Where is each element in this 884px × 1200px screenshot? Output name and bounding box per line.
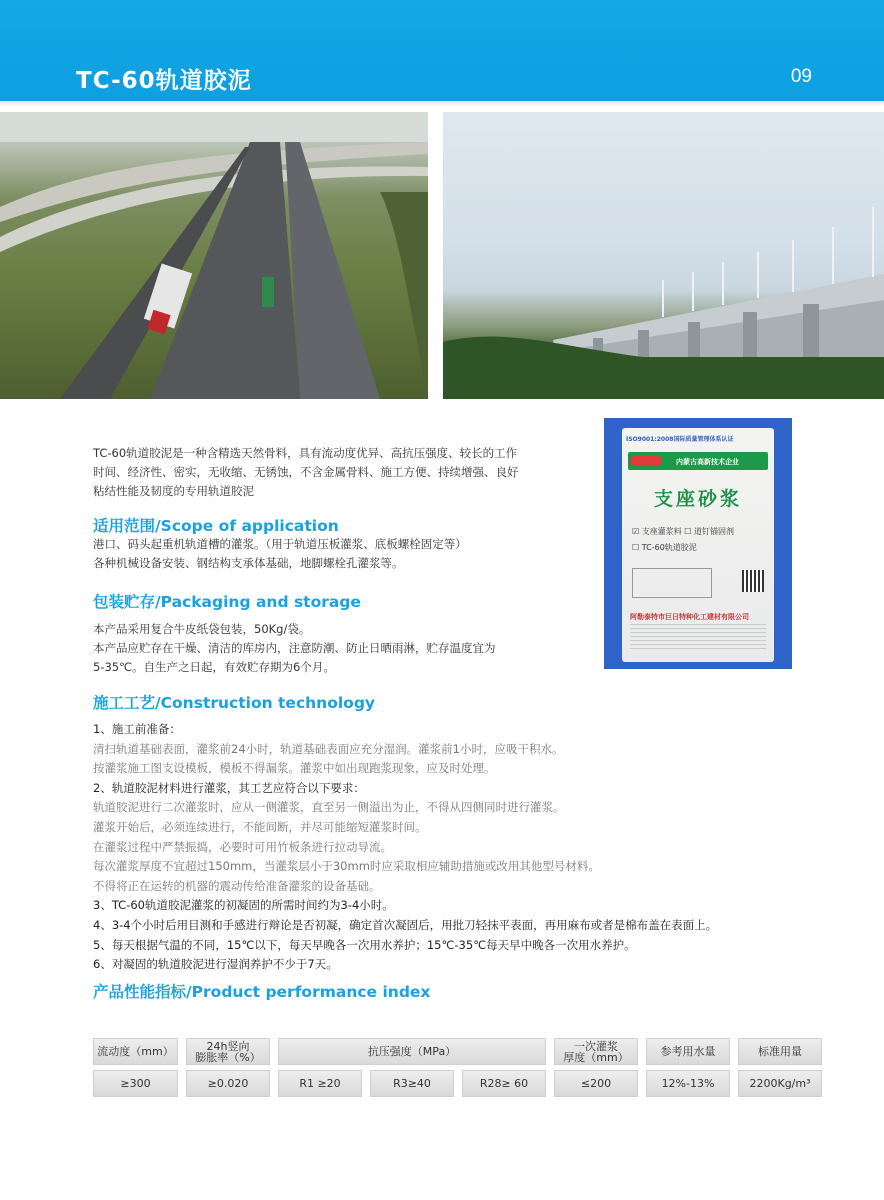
table-header-cell: 抗压强度（MPa）	[278, 1038, 546, 1065]
intro-line: 时间、经济性、密实，无收缩、无锈蚀，不含金属骨料、施工方便、持续增强、良好	[93, 465, 519, 479]
table-value-cell: ≥0.020	[186, 1070, 270, 1097]
table-header-cell: 一次灌浆 厚度（mm）	[554, 1038, 638, 1065]
intro-line: 粘结性能及韧度的专用轨道胶泥	[93, 484, 254, 498]
bag-option: ☑ 支座灌浆料 ☐ 道钉锚固剂	[632, 527, 734, 536]
table-value-cell: ≤200	[554, 1070, 638, 1097]
scope-paragraph	[93, 535, 467, 573]
performance-heading: 产品性能指标/Product performance index	[93, 983, 431, 1001]
packaging-paragraph	[93, 620, 496, 677]
bag-fine-print	[630, 624, 766, 650]
table-value-cell: R3≥40	[370, 1070, 454, 1097]
header-shadow	[0, 101, 884, 107]
construction-line: 轨道胶泥进行二次灌浆时，应从一侧灌浆，直至另一侧溢出为止，不得从四侧同时进行灌浆。	[93, 800, 565, 815]
highway-photo	[0, 112, 428, 399]
table-value-cell: 12%-13%	[646, 1070, 730, 1097]
scope-line: 港口、码头起重机轨道槽的灌浆。（用于轨道压板灌浆、底板螺栓固定等）	[93, 537, 467, 551]
construction-line: 4、3-4个小时后用目测和手感进行辩论是否初凝，确定首次凝固后，用批刀轻抹平表面，再用麻布或者是棉布盖在表面上。	[93, 917, 718, 932]
construction-line: 灌浆开始后，必须连续进行，不能间断，并尽可能缩短灌浆时间。	[93, 819, 427, 834]
packaging-line: 5-35℃。自生产之日起，有效贮存期为6个月。	[93, 660, 335, 674]
highway-illustration	[0, 112, 428, 399]
construction-line: 1、施工前准备：	[93, 722, 181, 736]
railway-viaduct-photo	[443, 112, 884, 399]
construction-line: 2、轨道胶泥材料进行灌浆，其工艺应符合以下要求：	[93, 780, 365, 795]
scope-line: 各种机械设备安装、钢结构支承体基础，地脚螺栓孔灌浆等。	[93, 556, 404, 570]
bag-banner-text: 内蒙古高新技术企业	[676, 458, 739, 466]
bag-body	[622, 428, 774, 662]
table-header-cell: 参考用水量	[646, 1038, 730, 1065]
construction-line: 6、对凝固的轨道胶泥进行湿润养护不少于7天。	[93, 957, 338, 972]
table-value-cell: ≥300	[93, 1070, 178, 1097]
table-header-cell: 标准用量	[738, 1038, 822, 1065]
construction-line: 3、TC-60轨道胶泥灌浆的初凝固的所需时间约为3-4小时。	[93, 898, 394, 913]
packaging-heading: 包装贮存/Packaging and storage	[93, 593, 361, 611]
bag-option: ☐ TC-60轨道胶泥	[632, 543, 697, 552]
packaging-line: 本产品应贮存在干燥、清洁的库房内，注意防潮、防止日晒雨淋，贮存温度宜为	[93, 641, 496, 655]
brand-logo-icon	[630, 456, 662, 466]
construction-line: 不得将正在运转的机器的震动传给准备灌浆的设备基础。	[93, 878, 381, 893]
construction-list	[93, 720, 717, 975]
product-bag-photo	[604, 418, 792, 669]
table-header-cell: 流动度（mm）	[93, 1038, 178, 1065]
construction-line: 在灌浆过程中严禁振捣，必要时可用竹板条进行拉动导流。	[93, 839, 392, 854]
scope-heading: 适用范围/Scope of application	[93, 517, 339, 535]
page-number: 09	[790, 66, 812, 87]
bag-certification-text: ISO9001:2008国际质量管理体系认证	[626, 436, 734, 443]
qr-code-icon	[742, 570, 764, 592]
intro-paragraph	[93, 444, 583, 501]
bag-product-name: 支座砂浆	[653, 488, 742, 510]
construction-line: 清扫轨道基础表面，灌浆前24小时，轨道基础表面应充分湿润。灌浆前1小时，应吸干积水。	[93, 741, 564, 756]
bag-spec-box	[632, 568, 712, 598]
bag-company-name: 阿勒泰特市巨日特种化工建材有限公司	[630, 613, 749, 621]
page-title: TC-60轨道胶泥	[76, 68, 252, 94]
packaging-line: 本产品采用复合牛皮纸袋包装，50Kg/袋。	[93, 622, 311, 636]
table-value-cell: 2200Kg/m³	[738, 1070, 822, 1097]
intro-line: TC-60轨道胶泥是一种含精选天然骨料，具有流动度优异、高抗压强度、较长的工作	[93, 446, 518, 460]
table-header-cell: 24h竖向 膨胀率（%）	[186, 1038, 270, 1065]
construction-line: 按灌浆施工图支设模板，模板不得漏浆。灌浆中如出现跑浆现象，应及时处理。	[93, 761, 496, 776]
construction-line: 5、每天根据气温的不同，15℃以下，每天早晚各一次用水养护；15℃-35℃每天早中晚各一次用水养护。	[93, 937, 636, 952]
viaduct-illustration	[443, 112, 884, 399]
table-value-cell: R28≥ 60	[462, 1070, 546, 1097]
table-value-cell: R1 ≥20	[278, 1070, 362, 1097]
construction-heading: 施工工艺/Construction technology	[93, 694, 376, 712]
construction-line: 每次灌浆厚度不宜超过150mm，当灌浆层小于30mm时应采取相应辅助措施或改用其他型号材料。	[93, 859, 600, 874]
